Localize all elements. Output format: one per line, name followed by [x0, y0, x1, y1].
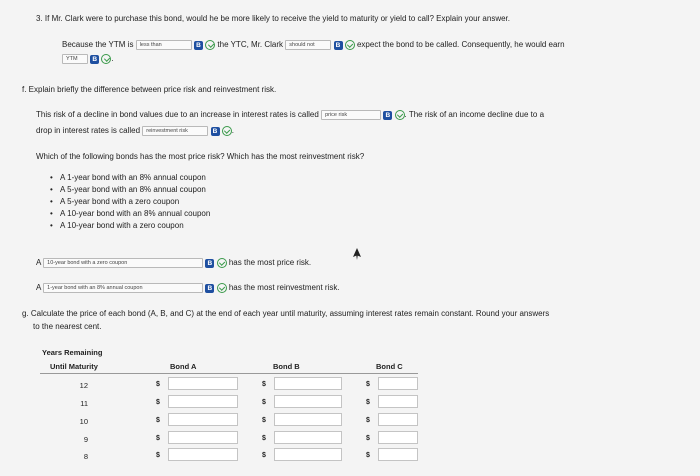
currency-symbol: $ [262, 399, 266, 406]
table-header-divider [40, 373, 418, 374]
col-header-years-1: Years Remaining [42, 348, 103, 357]
badge-icon: B [90, 55, 99, 64]
check-circle-icon [395, 110, 405, 120]
currency-symbol: $ [262, 435, 266, 442]
list-item: • A 5-year bond with a zero coupon [50, 196, 210, 208]
q3-text-3: expect the bond to be called. Consequently, he would earn [356, 40, 565, 50]
currency-symbol: $ [156, 417, 160, 424]
currency-symbol: $ [366, 435, 370, 442]
currency-symbol: $ [262, 452, 266, 459]
year-label: 11 [80, 399, 88, 408]
bond-a-price-input[interactable] [168, 431, 238, 444]
qf-ans2-prefix: A [36, 283, 41, 293]
qf-which-question: Which of the following bonds has the most price risk? Which has the most reinvestment risk? [36, 152, 365, 161]
bond-b-price-input[interactable] [274, 395, 342, 408]
check-circle-icon [345, 40, 355, 50]
q3-select-yield[interactable]: YTM [62, 54, 88, 64]
qf-answer-line-2 [36, 126, 234, 136]
q3-select-ytm-vs-ytc[interactable]: less than [136, 40, 192, 50]
qf-text-2: . The risk of an income decline due to a [404, 110, 545, 120]
currency-symbol: $ [366, 399, 370, 406]
check-circle-icon [217, 258, 227, 268]
badge-icon: B [211, 127, 220, 136]
bond-c-price-input[interactable] [378, 395, 418, 408]
year-label: 8 [83, 452, 88, 461]
check-circle-icon [217, 283, 227, 293]
year-label: 12 [79, 381, 88, 390]
qg-question: g. Calculate the price of each bond (A, B, and C) at the end of each year until maturity, assuming interest rates remain constant. Round your answers [22, 309, 550, 318]
list-item: • A 10-year bond with a zero coupon [50, 220, 210, 232]
qf-select-reinvestment-risk[interactable]: reinvestment risk [142, 126, 208, 136]
badge-icon: B [205, 259, 214, 268]
col-header-years-2: Until Maturity [50, 362, 98, 371]
bond-c-price-input[interactable] [378, 413, 418, 426]
qf-ans2-suffix: has the most reinvestment risk. [228, 283, 340, 293]
qf-reinvestment-risk-answer [36, 283, 340, 293]
bond-a-price-input[interactable] [168, 448, 238, 461]
year-label: 10 [79, 417, 88, 426]
qg-question-2: to the nearest cent. [33, 322, 102, 331]
mouse-cursor-icon [352, 248, 364, 262]
q3-answer-line-2 [62, 54, 114, 64]
bond-b-price-input[interactable] [274, 431, 342, 444]
price-risk-bond-select[interactable]: 10-year bond with a zero coupon [43, 258, 203, 268]
badge-icon: B [383, 111, 392, 120]
currency-symbol: $ [366, 381, 370, 388]
check-circle-icon [101, 54, 114, 64]
check-circle-icon [205, 40, 215, 50]
qf-ans1-suffix: has the most price risk. [228, 258, 312, 268]
bond-c-price-input[interactable] [378, 431, 418, 444]
col-header-bond-b: Bond B [273, 362, 300, 371]
reinvestment-risk-bond-select[interactable]: 1-year bond with an 8% annual coupon [43, 283, 203, 293]
q3-text-1: Because the YTM is [62, 40, 134, 50]
year-label: 9 [83, 435, 88, 444]
qf-text-3: drop in interest rates is called [36, 126, 141, 136]
bond-b-price-input[interactable] [274, 413, 342, 426]
qf-ans1-prefix: A [36, 258, 41, 268]
bond-list [50, 172, 210, 232]
q3-answer-line [62, 40, 565, 50]
qf-price-risk-answer [36, 258, 311, 268]
qf-answer-line-1 [36, 110, 544, 120]
q3-question: 3. If Mr. Clark were to purchase this bond, would he be more likely to receive the yield to maturity or yield to call? Explain your answer. [36, 14, 510, 23]
currency-symbol: $ [366, 417, 370, 424]
bond-c-price-input[interactable] [378, 377, 418, 390]
badge-icon: B [334, 41, 343, 50]
bond-c-price-input[interactable] [378, 448, 418, 461]
list-item: • A 5-year bond with an 8% annual coupon [50, 184, 210, 196]
col-header-bond-c: Bond C [376, 362, 403, 371]
col-header-bond-a: Bond A [170, 362, 197, 371]
currency-symbol: $ [366, 452, 370, 459]
qf-end: . [231, 126, 234, 136]
q3-end: . [111, 54, 114, 64]
qf-question: f. Explain briefly the difference between price risk and reinvestment risk. [22, 85, 277, 94]
list-item: • A 1-year bond with an 8% annual coupon [50, 172, 210, 184]
q3-text-2: the YTC, Mr. Clark [217, 40, 284, 50]
qf-text-1: This risk of a decline in bond values due to an increase in interest rates is called [36, 110, 319, 120]
currency-symbol: $ [156, 452, 160, 459]
check-circle-icon [222, 126, 232, 136]
badge-icon: B [205, 284, 214, 293]
currency-symbol: $ [156, 381, 160, 388]
bond-a-price-input[interactable] [168, 377, 238, 390]
currency-symbol: $ [156, 435, 160, 442]
q3-select-should[interactable]: should not [285, 40, 331, 50]
list-item: • A 10-year bond with an 8% annual coupon [50, 208, 210, 220]
bond-b-price-input[interactable] [274, 377, 342, 390]
currency-symbol: $ [262, 417, 266, 424]
bond-a-price-input[interactable] [168, 395, 238, 408]
currency-symbol: $ [262, 381, 266, 388]
currency-symbol: $ [156, 399, 160, 406]
qf-select-price-risk[interactable]: price risk [321, 110, 381, 120]
bond-b-price-input[interactable] [274, 448, 342, 461]
bond-a-price-input[interactable] [168, 413, 238, 426]
badge-icon: B [194, 41, 203, 50]
